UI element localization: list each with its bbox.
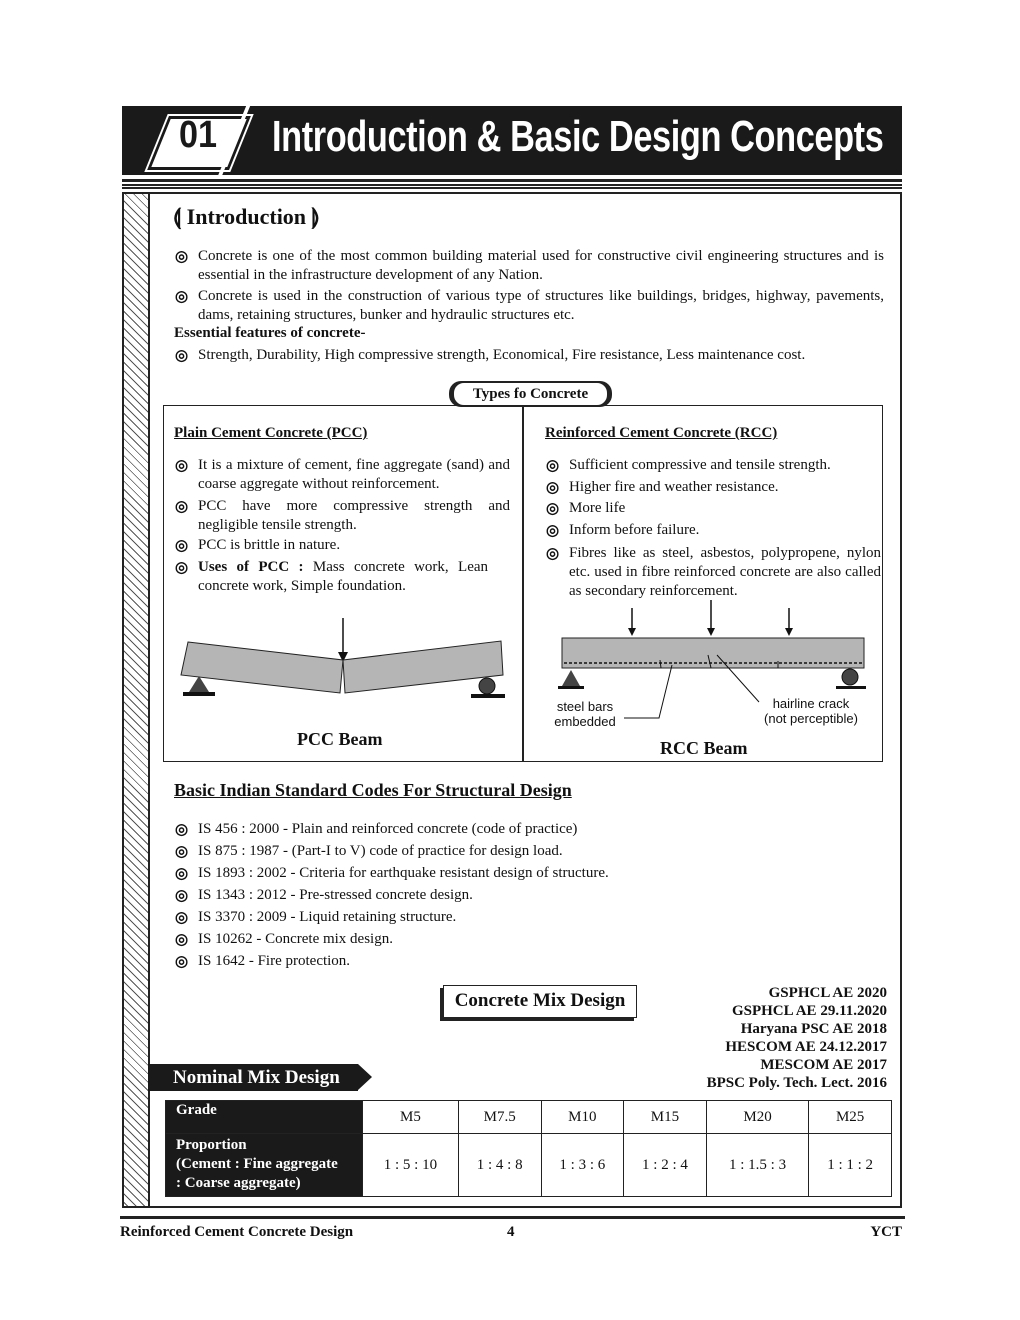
uses-text: Mass concrete work, Lean concrete work, Simple foundation. (198, 559, 489, 594)
bullet-icon: ◎ (175, 499, 189, 515)
banner-arrow (358, 1064, 372, 1090)
code-item: IS 1343 : 2012 - Pre-stressed concrete design. (198, 887, 473, 903)
codes-heading: Basic Indian Standard Codes For Structural Design (174, 780, 572, 800)
code-item: IS 456 : 2000 - Plain and reinforced concrete (code of practice) (198, 821, 578, 837)
exam-tag: HESCOM AE 24.12.2017 (725, 1039, 887, 1055)
table-cell: M5 (363, 1101, 459, 1134)
load-arrows (632, 600, 789, 630)
table-cell: 1 : 3 : 6 (541, 1134, 624, 1197)
pcc-heading: Plain Cement Concrete (PCC) (174, 425, 368, 441)
beam-half-left (181, 642, 343, 693)
table-row (166, 1101, 892, 1134)
header-line: Proportion (176, 1137, 247, 1153)
support-base (471, 694, 505, 698)
exam-tag: MESCOM AE 2017 (760, 1057, 887, 1073)
chapter-number: 01 (178, 114, 218, 156)
table-cell: M15 (624, 1101, 707, 1134)
proportion-header (166, 1134, 363, 1197)
exam-tag: BPSC Poly. Tech. Lect. 2016 (706, 1075, 887, 1091)
pin-support (189, 676, 209, 692)
bullet-icon: ◎ (175, 822, 189, 838)
bullet-icon: ◎ (175, 954, 189, 970)
footer-book: Reinforced Cement Concrete Design (120, 1224, 354, 1240)
grade-header: Grade (166, 1101, 363, 1134)
steel-bars-label (545, 699, 625, 729)
concrete-mix-design-label: Concrete Mix Design (443, 985, 637, 1018)
bullet-icon: ◎ (175, 844, 189, 860)
table-cell: 1 : 5 : 10 (363, 1134, 459, 1197)
rcc-bullet: Higher fire and weather resistance. (569, 479, 779, 495)
pin-support (562, 670, 580, 686)
section-heading-introduction: ⟬ Introduction ⟭ (173, 204, 320, 229)
pcc-caption: PCC Beam (297, 729, 383, 749)
bullet-icon: ◎ (175, 348, 189, 364)
decorative-border (124, 194, 150, 1206)
bullet-icon: ◎ (175, 560, 189, 576)
label-line: (not perceptible) (764, 711, 858, 726)
rcc-heading: Reinforced Cement Concrete (RCC) (545, 425, 778, 441)
support-base (183, 692, 215, 696)
heading-text: Introduction (186, 204, 307, 229)
pcc-bullet: PCC is brittle in nature. (198, 537, 341, 553)
table-cell: M25 (809, 1101, 892, 1134)
features-heading: Essential features of concrete- (174, 325, 366, 341)
code-item: IS 3370 : 2009 - Liquid retaining structure. (198, 909, 457, 925)
pcc-beam-diagram (163, 600, 523, 710)
exam-tag: Haryana PSC AE 2018 (740, 1021, 887, 1037)
bullet-icon: ◎ (175, 866, 189, 882)
roller-support (479, 678, 495, 694)
rcc-bullet: More life (569, 500, 626, 516)
bullet-icon: ◎ (175, 932, 189, 948)
bullet-icon: ◎ (175, 289, 189, 305)
table-cell: 1 : 1.5 : 3 (706, 1134, 809, 1197)
bullet-icon: ◎ (175, 888, 189, 904)
uses-label: Uses of PCC : (198, 559, 304, 575)
rcc-bullet: Sufficient compressive and tensile strength. (569, 457, 831, 473)
intro-bullet: Concrete is used in the construction of various type of structures like buildings, bridges, highway, pavements, dams, retaining structures, bunker and hydraulic structures etc. (198, 288, 884, 323)
divider (122, 184, 902, 186)
bullet-icon: ◎ (546, 480, 560, 496)
code-item: IS 875 : 1987 - (Part-I to V) code of practice for design load. (198, 843, 563, 859)
features-text: Strength, Durability, High compressive strength, Economical, Fire resistance, Less maintenance cost. (198, 347, 806, 363)
header-line: : Coarse aggregate) (176, 1175, 301, 1191)
bullet-icon: ◎ (175, 249, 189, 265)
table-cell: M20 (706, 1101, 809, 1134)
nominal-mix-banner: Nominal Mix Design (148, 1064, 358, 1091)
footer-rule (120, 1216, 905, 1219)
code-item: IS 10262 - Concrete mix design. (198, 931, 393, 947)
chapter-title: Introduction & Basic Design Concepts (272, 112, 884, 161)
divider (122, 179, 902, 182)
rcc-beam (562, 638, 864, 668)
code-item: IS 1893 : 2002 - Criteria for earthquake resistant design of structure. (198, 865, 609, 881)
rcc-bullet: Fibres like as steel, asbestos, polypropene, nylon etc. used in fibre reinforced concrete are also called as secondary reinforcement. (569, 545, 881, 599)
intro-bullet: Concrete is one of the most common building material used for constructive civil engineering structures and is essential in the infrastructure development of any Nation. (198, 248, 884, 283)
bullet-icon: ◎ (175, 538, 189, 554)
pcc-bullet: It is a mixture of cement, fine aggregate (sand) and coarse aggregate without reinforcement. (198, 457, 510, 492)
code-item: IS 1642 - Fire protection. (198, 953, 351, 969)
bullet-icon: ◎ (546, 458, 560, 474)
footer-page-number: 4 (507, 1224, 515, 1240)
bullet-icon: ◎ (546, 501, 560, 517)
roller-support (842, 669, 858, 685)
types-label: Types fo Concrete (452, 381, 609, 407)
pcc-bullet: PCC have more compressive strength and negligible tensile strength. (198, 498, 510, 533)
bullet-icon: ◎ (546, 546, 560, 562)
header-line: (Cement : Fine aggregate (176, 1156, 338, 1172)
hairline-crack-label (755, 696, 867, 726)
bullet-icon: ◎ (175, 458, 189, 474)
rcc-bullet: Inform before failure. (569, 522, 700, 538)
bullet-icon: ◎ (175, 910, 189, 926)
divider (122, 187, 902, 189)
table-cell: M10 (541, 1101, 624, 1134)
label-line: embedded (554, 714, 616, 729)
label-line: steel bars (556, 699, 614, 714)
exam-tag: GSPHCL AE 2020 (768, 985, 887, 1001)
table-row (166, 1134, 892, 1197)
bullet-icon: ◎ (546, 523, 560, 539)
nominal-mix-table (165, 1100, 892, 1197)
label-line: hairline crack (772, 696, 850, 711)
pcc-uses (198, 558, 488, 596)
footer-publisher: YCT (870, 1224, 902, 1240)
table-cell: 1 : 1 : 2 (809, 1134, 892, 1197)
rcc-caption: RCC Beam (660, 738, 748, 758)
steel-pointer (624, 665, 672, 718)
table-cell: M7.5 (458, 1101, 541, 1134)
exam-tag: GSPHCL AE 29.11.2020 (731, 1003, 887, 1019)
table-cell: 1 : 4 : 8 (458, 1134, 541, 1197)
table-cell: 1 : 2 : 4 (624, 1134, 707, 1197)
